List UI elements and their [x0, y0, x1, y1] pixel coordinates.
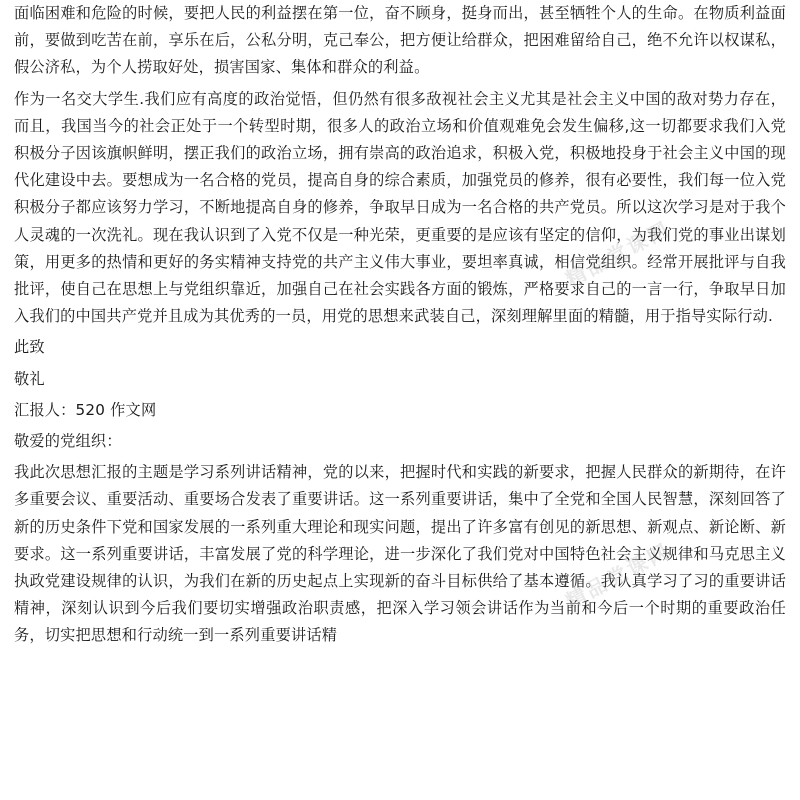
paragraph: 我此次思想汇报的主题是学习系列讲话精神，党的以来，把握时代和实践的新要求，把握人民群众的新期待，在许多重要会议、重要活动、重要场合发表了重要讲话。这一系列重要讲话，集中了全党和全国人民智慧，深刻回答了新的历史条件下党和国家发展的一系列重大理论和现实问题，提出了许多富有创见的新思想、新观点、新论断、新要求。这一系列重要讲话，丰富发展了党的科学理论，进一步深化了我们党对中国特色社会主义规律和马克思主义执政党建设规律的认识，为我们在新的历史起点上实现新的奋斗目标供给了基本遵循。我认真学习了习的重要讲话精神，深刻认识到今后我们要切实增强政治职责感，把深入学习领会讲话作为当前和今后一个时期的重要政治任务，切实把思想和行动统一到一系列重要讲话精 — [14, 463, 786, 645]
paragraph: 面临困难和危险的时候，要把人民的利益摆在第一位，奋不顾身，挺身而出，甚至牺牲个人的生命。在物质利益面前，要做到吃苦在前，享乐在后，公私分明，克己奉公，把方便让给群众，把困难留给自己，绝不允许以权谋私，假公济私，为个人捞取好处，损害国家、集体和群众的利益。 — [14, 4, 786, 77]
watermark: 精品党课网 — [561, 216, 675, 292]
reporter-line: 汇报人：520 作文网 — [14, 400, 157, 419]
paragraph: 作为一名交大学生.我们应有高度的政治觉悟，但仍然有很多敌视社会主义尤其是社会主义中国的敌对势力存在，而且，我国当今的社会正处于一个转型时期，很多人的政治立场和价值观难免会发生偏移,这一切都要求我们入党积极分子因该旗帜鲜明，摆正我们的政治立场，拥有崇高的政治追求，积极入党，积极地投身于社会主义中国的现代化建设中去。要想成为一名合格的党员，提高自身的综合素质，加强党员的修养，很有必要性，我们每一位入党积极分子都应该努力学习，不断地提高自身的修养，争取早日成为一名合格的共产党员。所以这次学习是对于我个人灵魂的一次洗礼。现在我认识到了入党不仅是一种光荣，更重要的是应该有坚定的信仰，为我们党的事业出谋划策，用更多的热情和更好的务实精神支持党的共产主义伟大事业，要坦率真诚，相信党组织。经常开展批评与自我批评，使自己在思想上与党组织靠近，加强自己在社会实践各方面的锻炼，严格要求自己的一言一行，争取早日加入我们的中国共产党并且成为其优秀的一员，用党的思想来武装自己，深刻理解里面的精髓，用于指导实际行动. — [14, 89, 786, 326]
closing-line: 此致 — [14, 338, 45, 357]
watermark: 精品党课网 — [561, 538, 675, 614]
closing-line: 敬礼 — [14, 369, 45, 388]
salutation-line: 敬爱的党组织： — [14, 432, 122, 451]
